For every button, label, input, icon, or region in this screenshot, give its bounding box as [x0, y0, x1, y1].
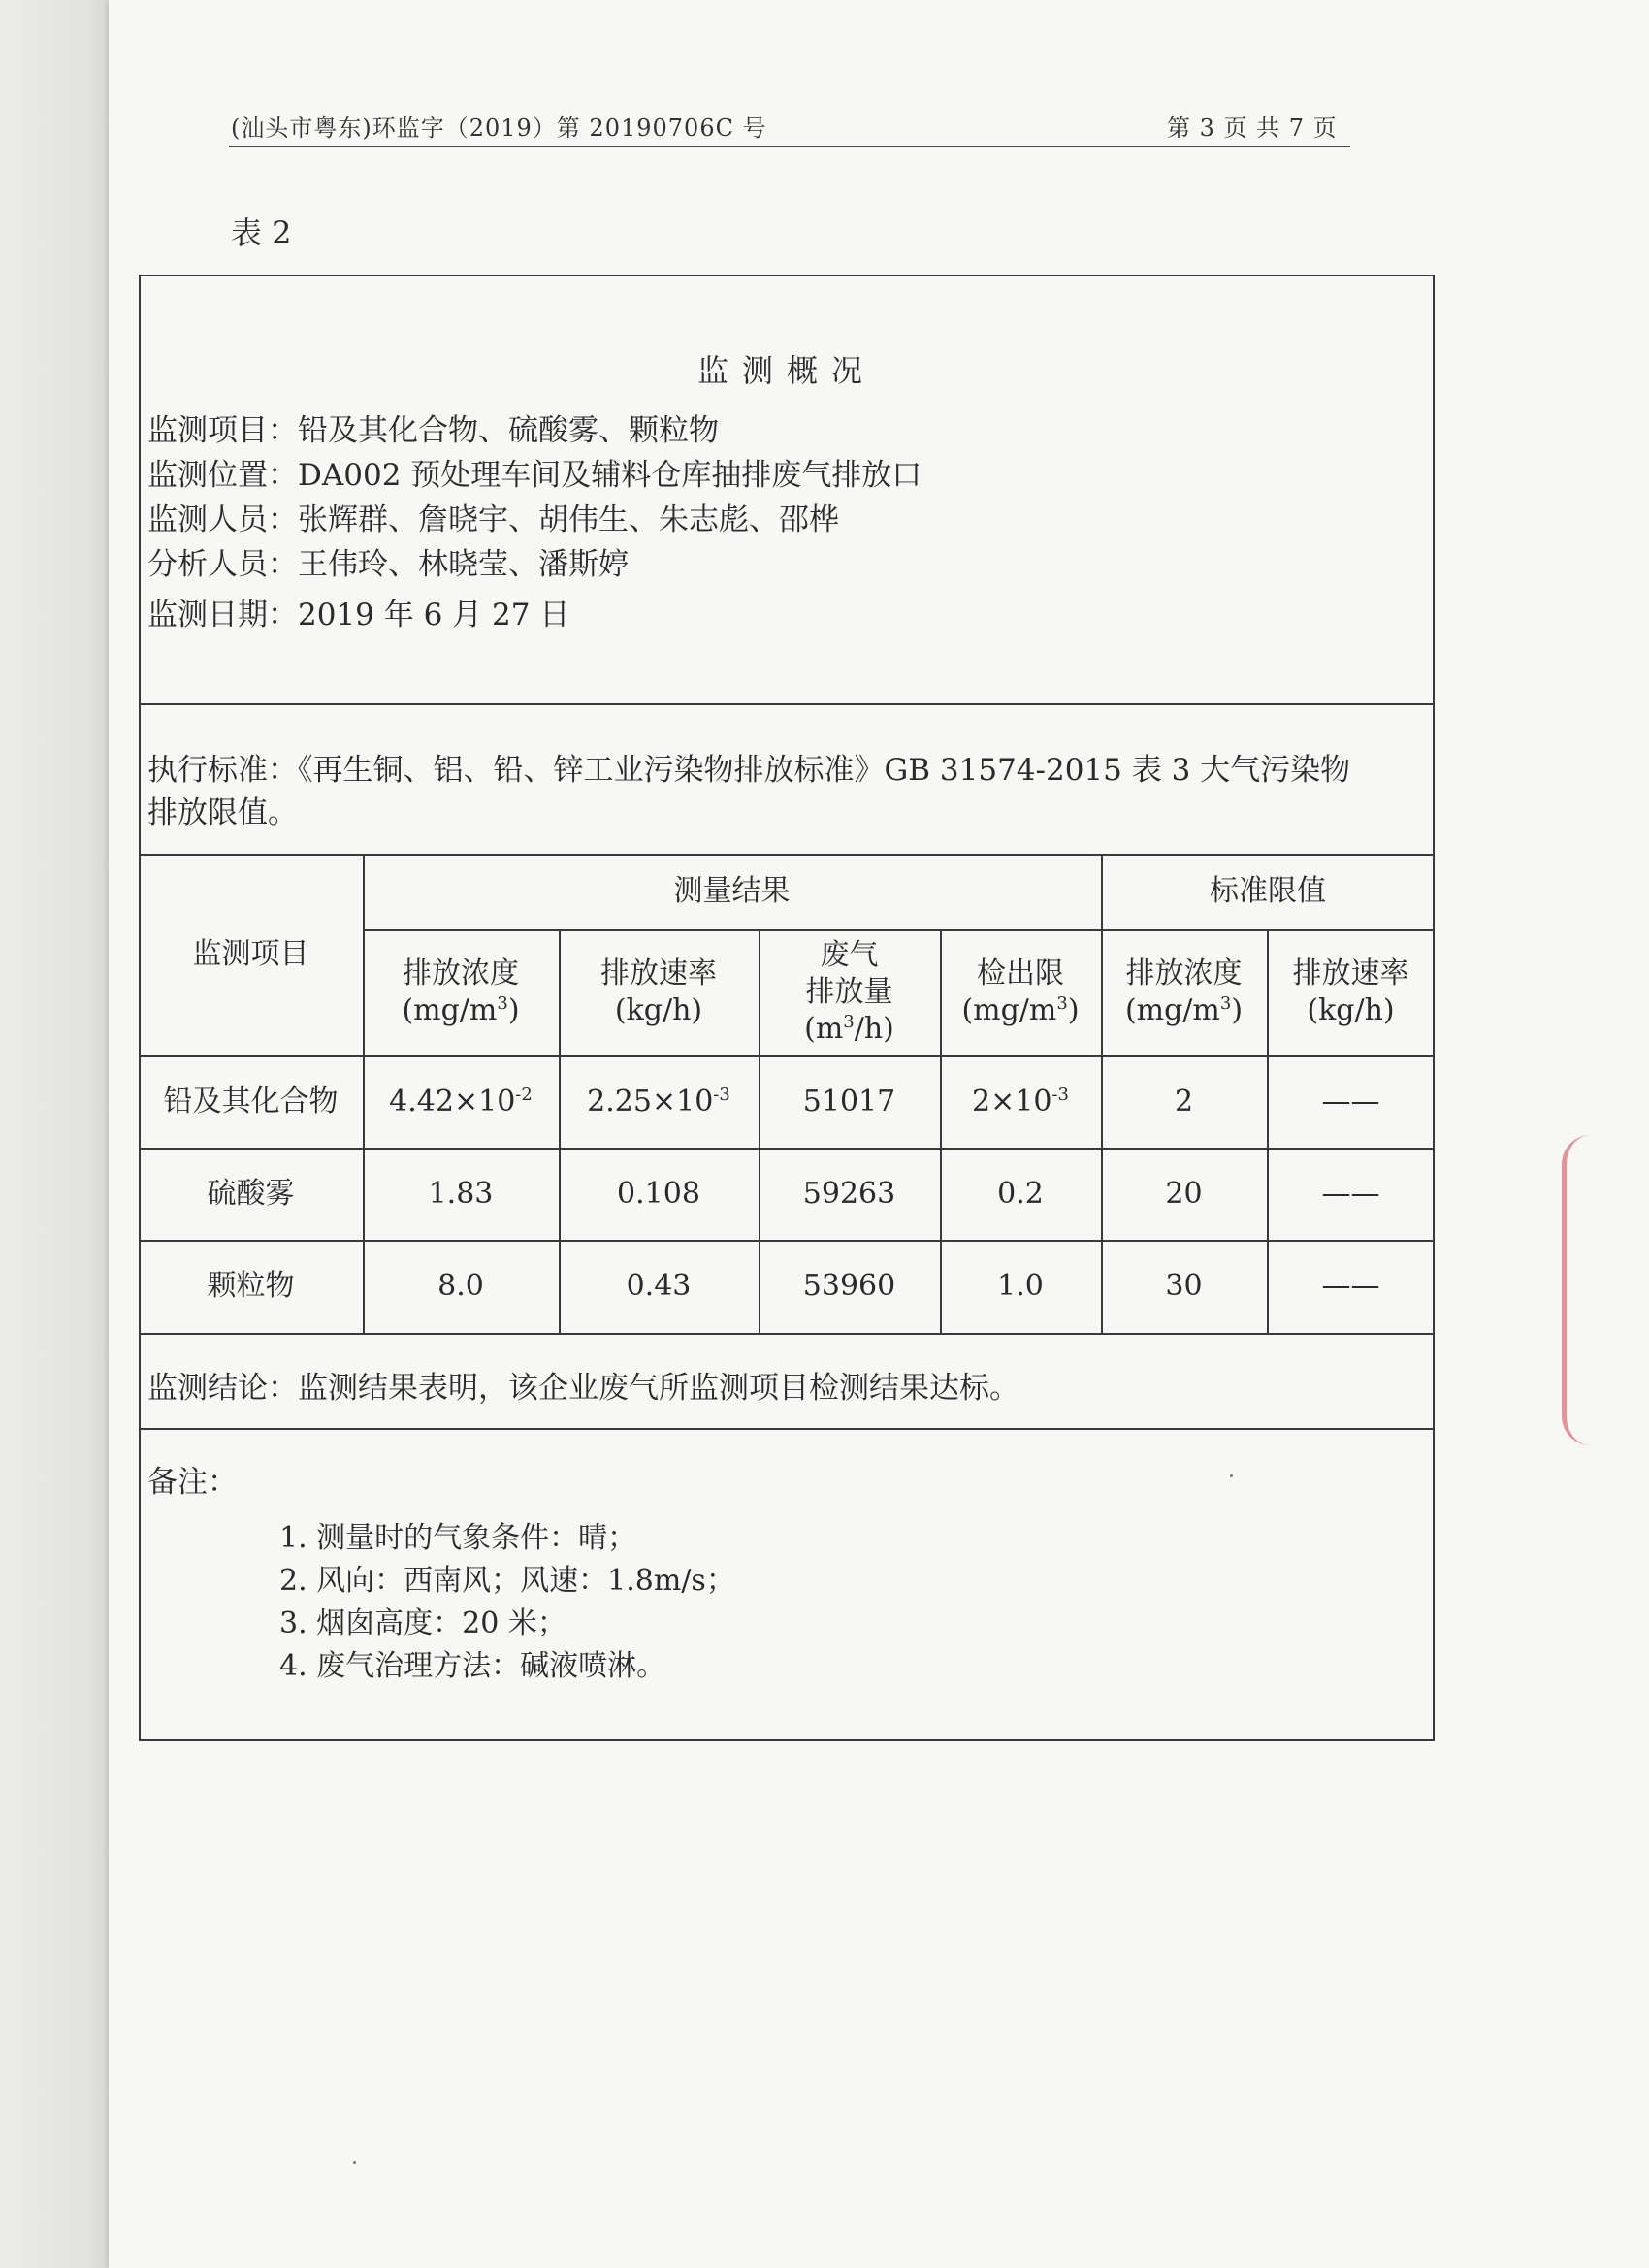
table-cell-rate	[559, 1148, 759, 1240]
value: ——	[1321, 1176, 1380, 1211]
info-line-item: 监测项目：铅及其化合物、硫酸雾、颗粒物	[147, 413, 719, 448]
table-cell-dl	[940, 1240, 1101, 1333]
value	[587, 1084, 730, 1120]
unit-end: )	[507, 993, 520, 1027]
header-rule	[229, 146, 1350, 147]
unit-end: /h)	[854, 1012, 894, 1046]
info-label: 监测项目	[147, 413, 268, 448]
scan-speck	[353, 2161, 356, 2164]
table-cell-dl	[940, 1148, 1101, 1240]
unit-sup: 3	[843, 1012, 855, 1032]
table-cell-lim-conc	[1101, 1240, 1267, 1333]
header-conc-name: 排放浓度	[403, 956, 519, 990]
table-cell-lim-conc	[1101, 1148, 1267, 1240]
table-cell-dl	[940, 1055, 1101, 1148]
info-line-location: 监测位置：DA002 预处理车间及辅料仓库抽排废气排放口	[147, 458, 922, 493]
divider-conclusion	[139, 1428, 1435, 1430]
header-dl-unit	[961, 992, 1079, 1029]
table-cell-flow	[759, 1055, 940, 1148]
note-item: 2. 风向：西南风；风速：1.8m/s；	[279, 1564, 735, 1598]
table-row-item	[139, 1055, 363, 1148]
header-rate-unit: (kg/h)	[614, 993, 703, 1027]
value: 53960	[802, 1269, 896, 1303]
conclusion: 监测结论：监测结果表明，该企业废气所监测项目检测结果达标。	[147, 1371, 1019, 1406]
value: 51017	[802, 1084, 896, 1118]
table-cell-lim-rate	[1267, 1240, 1435, 1333]
value: 8.0	[437, 1269, 484, 1303]
table-cell-rate	[559, 1240, 759, 1333]
note-item: 3. 烟囱高度：20 米；	[279, 1606, 566, 1640]
header-dl-name: 检出限	[977, 956, 1064, 990]
info-label: 监测位置	[147, 458, 268, 493]
value-exp: -2	[515, 1084, 533, 1105]
value: ——	[1321, 1269, 1380, 1303]
table-row-item	[139, 1240, 363, 1333]
unit-base: (m	[804, 1012, 844, 1046]
header-conc	[363, 929, 559, 1055]
table-cell-conc	[363, 1240, 559, 1333]
unit-end: )	[1231, 993, 1244, 1027]
unit-base: (mg/m	[961, 993, 1057, 1027]
unit-end: )	[1067, 993, 1080, 1027]
header-item-text: 监测项目	[192, 937, 309, 971]
header-lim-rate-name: 排放速率	[1292, 956, 1409, 990]
value-base: 4.42×10	[389, 1084, 516, 1118]
value: 2	[1174, 1084, 1194, 1118]
divider-overview	[139, 703, 1435, 705]
note-item: 4. 废气治理方法：碱液喷淋。	[279, 1649, 666, 1683]
header-item	[139, 854, 363, 1055]
info-line-analysts: 分析人员：王伟玲、林晓莹、潘斯婷	[147, 547, 629, 582]
seal-stamp-edge	[1562, 1135, 1621, 1445]
table-cell-conc	[363, 1148, 559, 1240]
header-conc-unit	[402, 992, 519, 1029]
header-lim-rate-unit: (kg/h)	[1307, 993, 1395, 1027]
info-line-staff: 监测人员：张辉群、詹晓宇、胡伟生、朱志彪、邵桦	[147, 502, 839, 537]
header-flow-name2: 排放量	[805, 975, 893, 1009]
table-label: 表 2	[231, 214, 292, 251]
row-item-text: 铅及其化合物	[163, 1084, 339, 1118]
value: ——	[1321, 1084, 1380, 1118]
value: 30	[1165, 1269, 1203, 1303]
header-measure-text: 测量结果	[673, 874, 791, 908]
value: 59263	[802, 1176, 896, 1211]
value: 0.108	[617, 1176, 700, 1211]
header-rate-name: 排放速率	[600, 956, 717, 990]
value-base: 2.25×10	[587, 1084, 714, 1118]
value: 1.83	[428, 1176, 494, 1211]
info-label: 分析人员	[147, 547, 268, 582]
info-value: DA002 预处理车间及辅料仓库抽排废气排放口	[298, 458, 922, 493]
value	[389, 1084, 533, 1120]
value	[972, 1084, 1069, 1120]
doc-number: (汕头市粤东)环监字（2019）第 20190706C 号	[231, 114, 767, 142]
table-cell-flow	[759, 1148, 940, 1240]
standard-line-2: 排放限值。	[147, 795, 298, 830]
page-info: 第 3 页 共 7 页	[1167, 114, 1338, 142]
standard-line-1: 执行标准：《再生铜、铝、铅、锌工业污染物排放标准》GB 31574-2015 表 3 大气污染物	[147, 753, 1351, 788]
value: 20	[1165, 1176, 1203, 1211]
unit-sup: 3	[1056, 993, 1068, 1014]
info-label: 监测日期	[147, 598, 268, 632]
value: 0.2	[997, 1176, 1044, 1211]
header-lim-conc	[1101, 929, 1267, 1055]
value-exp: -3	[713, 1084, 730, 1105]
header-dl	[940, 929, 1101, 1055]
header-lim-conc-name: 排放浓度	[1125, 956, 1243, 990]
header-flow-name1: 废气	[820, 938, 879, 972]
info-line-date: 监测日期：2019 年 6 月 27 日	[147, 598, 570, 632]
unit-base: (mg/m	[402, 993, 498, 1027]
scan-speck	[1230, 1474, 1233, 1477]
header-limit-text: 标准限值	[1210, 874, 1326, 908]
unit-sup: 3	[1219, 993, 1232, 1014]
header-flow	[759, 929, 940, 1055]
header-limit-group	[1101, 854, 1435, 929]
notes-label: 备注：	[147, 1465, 238, 1500]
info-value: 张辉群、詹晓宇、胡伟生、朱志彪、邵桦	[298, 502, 839, 537]
overview-title: 监测概况	[696, 352, 876, 389]
scan-edge-shadow	[0, 0, 109, 2268]
unit-sup: 3	[497, 993, 508, 1014]
value: 1.0	[997, 1269, 1044, 1303]
table-cell-lim-conc	[1101, 1055, 1267, 1148]
value-base: 2×10	[972, 1084, 1052, 1118]
info-value: 铅及其化合物、硫酸雾、颗粒物	[298, 413, 719, 448]
header-lim-conc-unit	[1125, 992, 1243, 1029]
row-item-text: 颗粒物	[207, 1269, 295, 1303]
table-cell-flow	[759, 1240, 940, 1333]
header-lim-rate	[1267, 929, 1435, 1055]
divider-table	[139, 1333, 1435, 1335]
header-rate	[559, 929, 759, 1055]
info-value: 王伟玲、林晓莹、潘斯婷	[298, 547, 629, 582]
value: 0.43	[626, 1269, 692, 1303]
info-label: 监测人员	[147, 502, 268, 537]
header-flow-unit	[804, 1011, 894, 1048]
info-value: 2019 年 6 月 27 日	[298, 598, 570, 632]
table-cell-conc	[363, 1055, 559, 1148]
unit-base: (mg/m	[1124, 993, 1220, 1027]
table-cell-lim-rate	[1267, 1148, 1435, 1240]
table-cell-rate	[559, 1055, 759, 1148]
header-measure-group	[363, 854, 1101, 929]
note-item: 1. 测量时的气象条件：晴；	[279, 1521, 637, 1555]
row-item-text: 硫酸雾	[207, 1176, 295, 1211]
table-cell-lim-rate	[1267, 1055, 1435, 1148]
value-exp: -3	[1051, 1084, 1069, 1105]
table-row-item	[139, 1148, 363, 1240]
